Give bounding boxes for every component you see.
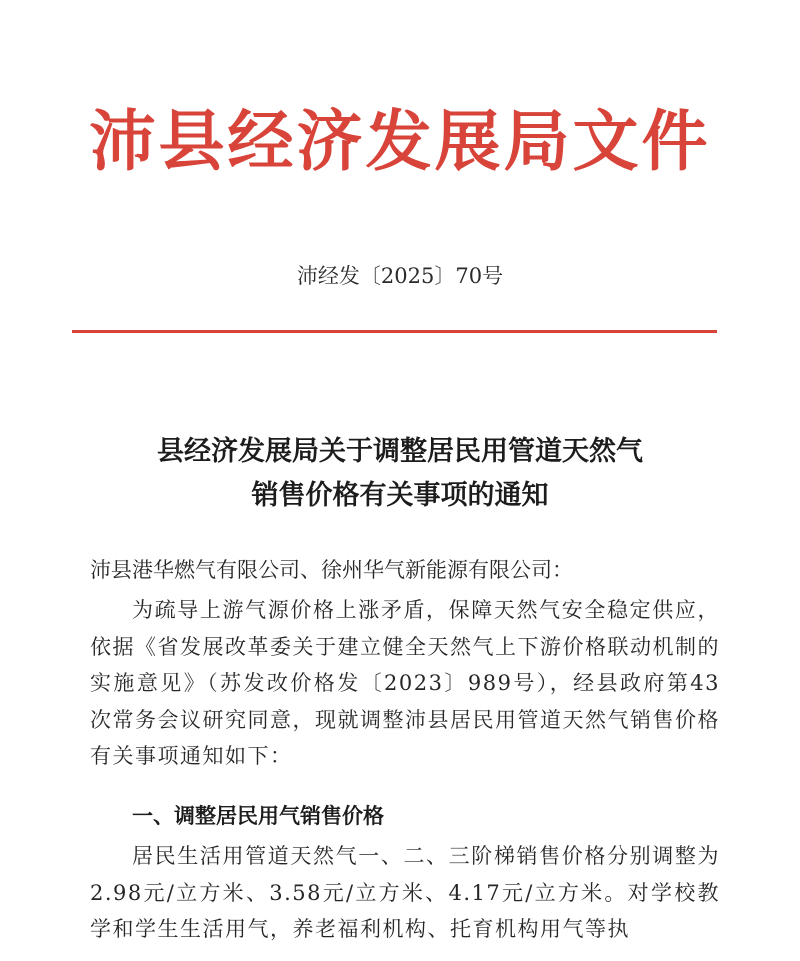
notice-title [0, 430, 800, 518]
red-divider [72, 330, 717, 333]
recipient-line: 沛县港华燃气有限公司、徐州华气新能源有限公司： [90, 558, 573, 582]
notice-title-line-1: 县经济发展局关于调整居民用管道天然气 [157, 436, 643, 467]
body-paragraph-2: 居民生活用管道天然气一、二、三阶梯销售价格分别调整为2.98元/立方米、3.58元/立方米、4.17元/立方米。对学校教学和学生生活用气，养老福利机构、托育机构用气等执 [90, 844, 720, 941]
masthead-title: 沛县经济发展局文件 [89, 102, 711, 180]
section-heading-1: 一、调整居民用气销售价格 [132, 804, 384, 828]
notice-title-line-2: 销售价格有关事项的通知 [251, 480, 549, 511]
body-paragraph-1: 为疏导上游气源价格上涨矛盾，保障天然气安全稳定供应，依据《省发展改革委关于建立健全天然气上下游价格联动机制的实施意见》（苏发改价格发〔2023〕989号），经县政府第43次常务会议研究同意，现就调整沛县居民用管道天然气销售价格有关事项通知如下： [90, 598, 720, 768]
document-number: 沛经发〔2025〕70号 [296, 264, 504, 288]
